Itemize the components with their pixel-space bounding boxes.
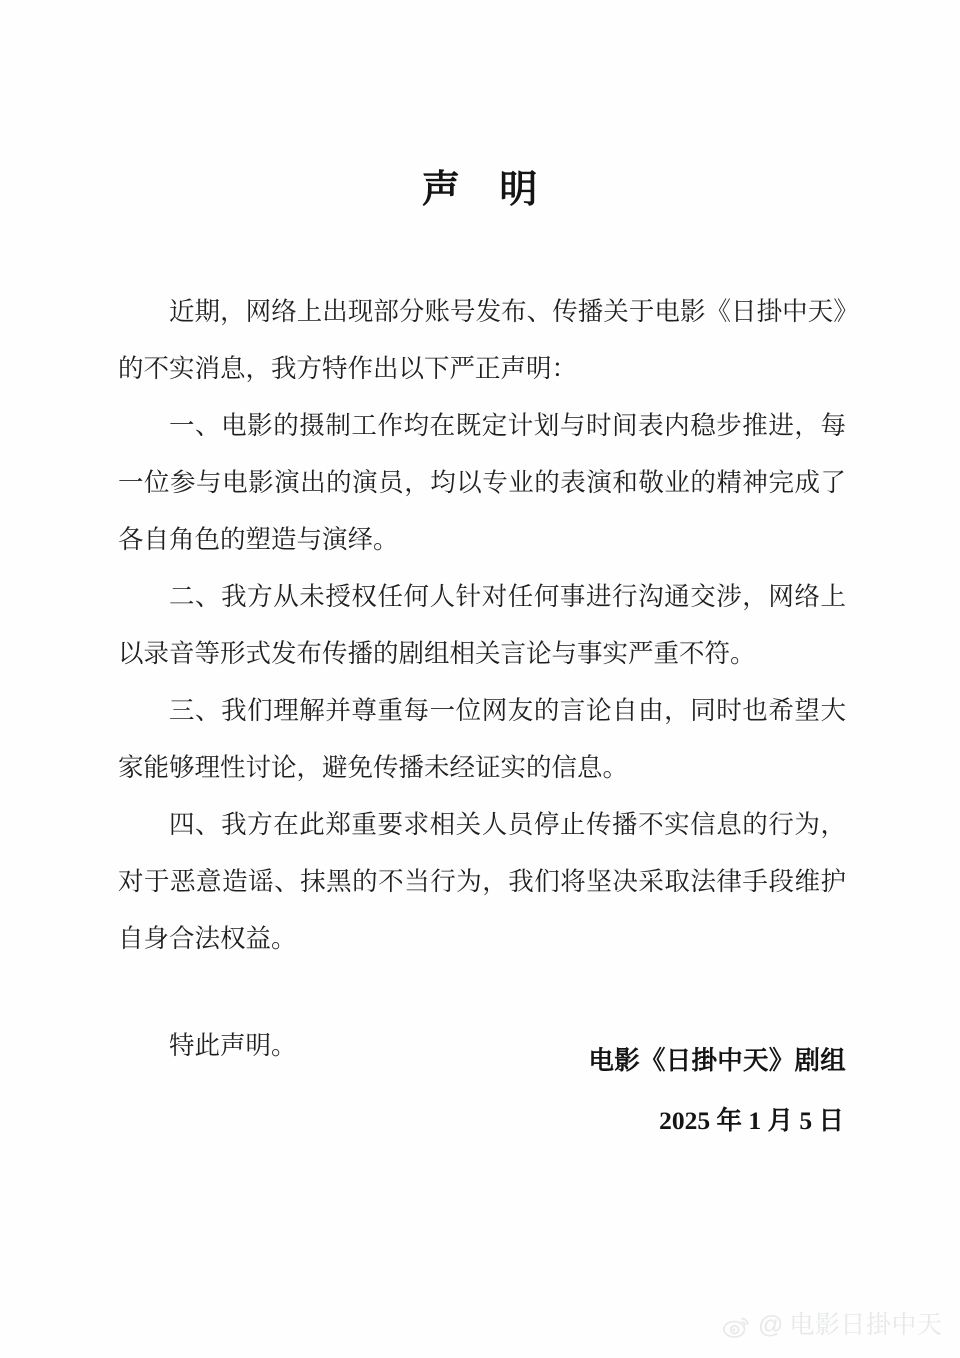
- signature-date: 2025 年 1 月 5 日: [659, 1106, 844, 1135]
- watermark-at-symbol: @: [758, 1310, 784, 1339]
- page-title: 声 明: [421, 169, 539, 211]
- weibo-watermark: [722, 1310, 942, 1340]
- document-body: [118, 283, 846, 1074]
- paragraph-item-2: 二、我方从未授权任何人针对任何事进行沟通交涉，网络上以录音等形式发布传播的剧组相关言论与事实严重不符。: [118, 582, 846, 668]
- paragraph-item-3: 三、我们理解并尊重每一位网友的言论自由，同时也希望大家能够理性讨论，避免传播未经证实的信息。: [118, 696, 846, 782]
- weibo-logo-icon: [722, 1310, 752, 1340]
- closing-statement: 特此声明。: [169, 1031, 297, 1060]
- paragraph-intro: 近期，网络上出现部分账号发布、传播关于电影《日掛中天》的不实消息，我方特作出以下严正声明：: [118, 297, 846, 383]
- paragraph-item-1: 一、电影的摄制工作均在既定计划与时间表内稳步推进，每一位参与电影演出的演员，均以专业的表演和敬业的精神完成了各自角色的塑造与演绎。: [118, 411, 846, 554]
- signature-name: 电影《日掛中天》剧组: [588, 1046, 846, 1075]
- paragraph-item-4: 四、我方在此郑重要求相关人员停止传播不实信息的行为，对于恶意造谣、抹黑的不当行为，我们将坚决采取法律手段维护自身合法权益。: [118, 810, 846, 953]
- watermark-handle: 电影日掛中天: [789, 1310, 943, 1339]
- signature-block: [118, 1038, 846, 1144]
